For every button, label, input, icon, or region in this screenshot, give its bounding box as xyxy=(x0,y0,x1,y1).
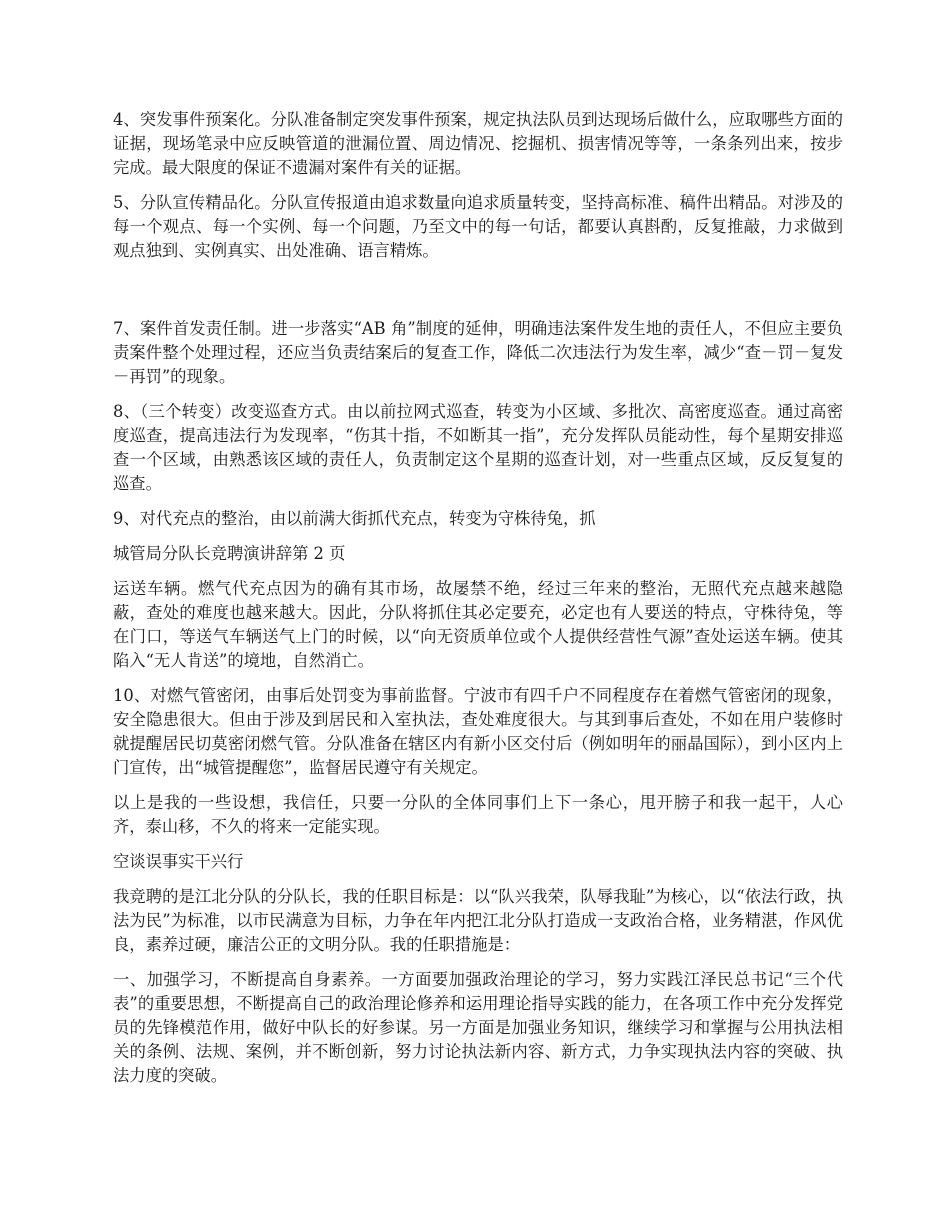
paragraph-item-5: 5、分队宣传精品化。分队宣传报道由追求数量向追求质量转变，坚持高标准、稿件出精品。对涉及的每一个观点、每一个实例、每一个问题，乃至文中的每一句话，都要认真斟酌，反复推敲，力求做到观点独到、实例真实、出处准确、语言精炼。 xyxy=(113,193,843,260)
closing-paragraph: 以上是我的一些设想，我信任，只要一分队的全体同事们上下一条心，甩开膀子和我一起干，人心齐，泰山移，不久的将来一定能实现。 xyxy=(113,793,843,836)
section-title: 空谈误事实干兴行 xyxy=(113,852,244,871)
document-body xyxy=(113,108,843,1099)
page-footer-label: 城管局分队长竞聘演讲辞第 2 页 xyxy=(113,544,346,563)
paragraph-item-10: 10、对燃气管密闭，由事后处罚变为事前监督。宁波市有四千户不同程度存在着燃气管密闭的现象，安全隐患很大。但由于涉及到居民和入室执法，查处难度很大。与其到事后查处，不如在用户装修时就提醒居民切莫密闭燃气管。分队准备在辖区内有新小区交付后（例如明年的丽晶国际），到小区内上门宣传，出“城管提醒您”，监督居民遵守有关规定。 xyxy=(113,686,843,777)
blank-spacer xyxy=(113,274,843,317)
paragraph-item-9: 9、对代充点的整治，由以前满大街抓代充点，转变为守株待兔，抓 xyxy=(113,509,596,528)
paragraph-item-7: 7、案件首发责任制。进一步落实“AB 角”制度的延伸，明确违法案件发生地的责任人，不但应主要负责案件整个处理过程，还应当负责结案后的复查工作，降低二次违法行为发生率，减少“查－罚－复发－再罚”的现象。 xyxy=(113,319,843,386)
measure-paragraph-1: 一、加强学习，不断提高自身素养。一方面要加强政治理论的学习，努力实践江泽民总书记“三个代表”的重要思想，不断提高自己的政治理论修养和运用理论指导实践的能力，在各项工作中充分发挥党员的先锋模范作用，做好中队长的好参谋。另一方面是加强业务知识，继续学习和掌握与公用执法相关的条例、法规、案例，并不断创新，努力讨论执法新内容、新方式，力争实现执法内容的突破、执法力度的突破。 xyxy=(113,970,843,1085)
paragraph-item-4: 4、突发事件预案化。分队准备制定突发事件预案，规定执法队员到达现场后做什么，应取哪些方面的证据，现场笔录中应反映管道的泄漏位置、周边情况、挖掘机、损害情况等等，一条条列出来，按步完成。最大限度的保证不遗漏对案件有关的证据。 xyxy=(113,110,843,177)
intro-paragraph: 我竞聘的是江北分队的分队长，我的任职目标是：以“队兴我荣，队辱我耻”为核心，以“依法行政，执法为民”为标准，以市民满意为目标，力争在年内把江北分队打造成一支政治合格，业务精湛，作风优良，素养过硬，廉洁公正的文明分队。我的任职措施是： xyxy=(113,887,843,954)
paragraph-item-9-continued: 运送车辆。燃气代充点因为的确有其市场，故屡禁不绝，经过三年来的整治，无照代充点越来越隐蔽，查处的难度也越来越大。因此，分队将抓住其必定要充，必定也有人要送的特点，守株待兔，等在门口，等送气车辆送气上门的时候，以“向无资质单位或个人提供经营性气源”查处运送车辆。使其陷入“无人肯送”的境地，自然消亡。 xyxy=(113,579,843,670)
paragraph-item-8: 8、（三个转变）改变巡查方式。由以前拉网式巡查，转变为小区域、多批次、高密度巡查。通过高密度巡查，提高违法行为发现率，“伤其十指，不如断其一指”，充分发挥队员能动性，每个星期安排巡查一个区域，由熟悉该区域的责任人，负责制定这个星期的巡查计划，对一些重点区域，反反复复的巡查。 xyxy=(113,402,843,493)
